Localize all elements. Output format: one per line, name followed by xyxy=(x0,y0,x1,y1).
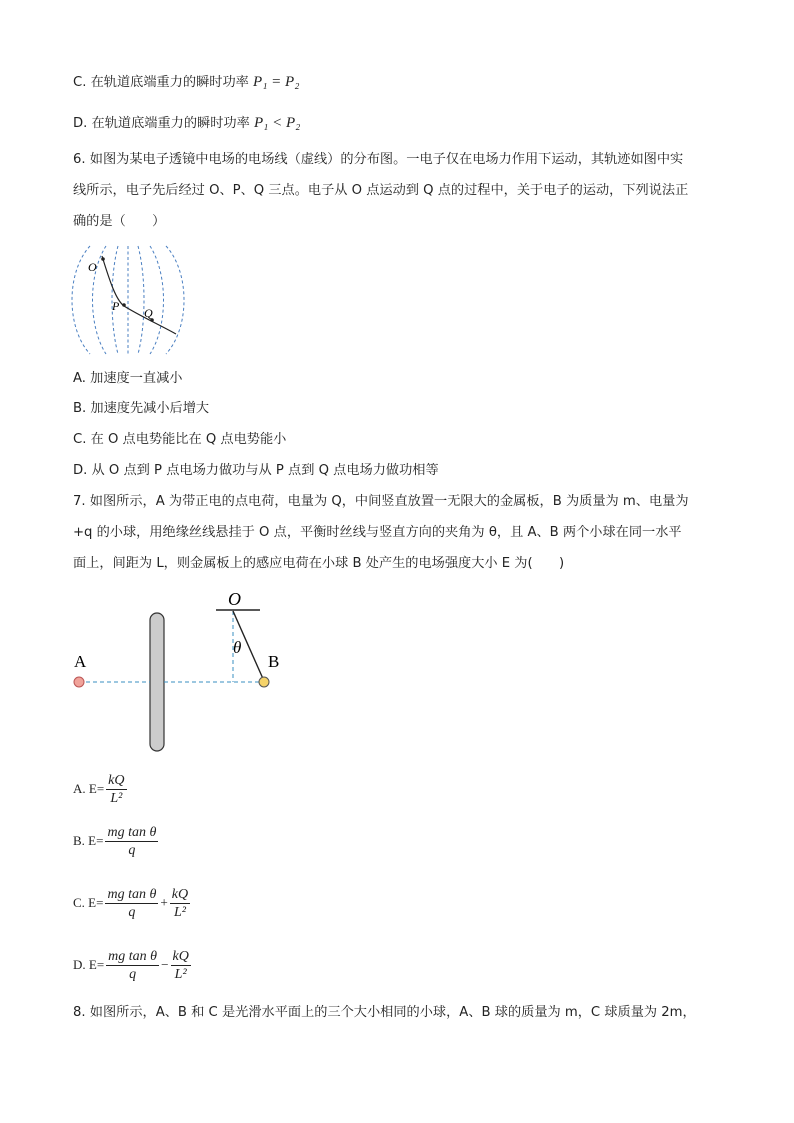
q8-stem-line1: 8. 如图所示，A、B 和 C 是光滑水平面上的三个大小相同的小球，A、B 球的质量为 m，C 球质量为 2m， xyxy=(73,1005,696,1020)
label-b: B xyxy=(268,652,280,671)
q6-option-d: D. 从 O 点到 P 点电场力做功与从 P 点到 Q 点电场力做功相等 xyxy=(73,463,439,478)
q5-option-d-formula: P₁ < P₂ xyxy=(254,115,301,131)
electron-lens-figure xyxy=(68,242,188,360)
fraction: $\frac{\text{mg tan θ}}{q}$ xyxy=(107,886,157,920)
q5-option-d-text: D. 在轨道底端重力的瞬时功率 xyxy=(73,116,250,131)
q5-option-c-formula: P₁ = P₂ xyxy=(253,74,300,90)
q5-option-c xyxy=(73,72,299,93)
fraction: $\frac{\text{mg tan θ}}{q}$ xyxy=(107,824,157,858)
q6-option-c: C. 在 O 点电势能比在 Q 点电势能小 xyxy=(73,432,287,447)
q6-stem-line2: 线所示，电子先后经过 O、P、Q 三点。电子从 O 点运动到 Q 点的过程中，关于电子的运动，下列说法正 xyxy=(73,183,689,198)
label-o: O xyxy=(88,260,97,274)
label-a: A xyxy=(74,652,87,671)
q7-option-a xyxy=(73,770,129,809)
q5-option-d xyxy=(73,113,300,134)
q6-stem-line3: 确的是（ ） xyxy=(73,214,166,229)
q7-option-c xyxy=(73,884,192,923)
point-o xyxy=(101,257,105,261)
q6-stem-line1: 6. 如图为某电子透镜中电场的电场线（虚线）的分布图。一电子仅在电场力作用下运动，其轨迹如图中实 xyxy=(73,152,684,167)
q7-option-c-label: C. E= xyxy=(73,895,104,910)
fraction: $\frac{kQ}{\text{L²}}$ xyxy=(171,886,189,920)
fraction: $\frac{\text{mg tan θ}}{q}$ xyxy=(108,948,158,982)
q6-option-b: B. 加速度先减小后增大 xyxy=(73,401,210,416)
label-p: P xyxy=(112,299,120,313)
q7-option-b xyxy=(73,822,160,861)
q7-option-d-label: D. E= xyxy=(73,957,105,972)
q7-stem-line3: 面上，间距为 L，则金属板上的感应电荷在小球 B 处产生的电场强度大小 E 为( ) xyxy=(73,556,565,571)
minus-sign: − xyxy=(161,957,169,972)
label-q: Q xyxy=(144,306,153,320)
q6-option-a: A. 加速度一直减小 xyxy=(73,371,183,386)
label-o: O xyxy=(228,589,241,609)
fraction: $\frac{kQ}{\text{L²}}$ xyxy=(172,948,189,982)
q7-option-d xyxy=(73,946,193,985)
electron-trajectory xyxy=(102,256,176,334)
q7-stem-line1: 7. 如图所示，A 为带正电的点电荷，电量为 Q，中间竖直放置一无限大的金属板，B 为质量为 m、电量为 xyxy=(73,494,689,509)
plus-sign: + xyxy=(160,895,168,910)
fraction: $\frac{kQ}{\text{L²}}$ xyxy=(108,772,125,806)
q7-stem-line2: +q 的小球，用绝缘丝线悬挂于 O 点，平衡时丝线与竖直方向的夹角为 θ，且 A、B 两个小球在同一水平 xyxy=(73,525,682,540)
ball-b xyxy=(259,677,269,687)
q7-option-b-label: B. E= xyxy=(73,833,104,848)
q5-option-c-text: C. 在轨道底端重力的瞬时功率 xyxy=(73,75,249,90)
metal-plate-figure xyxy=(68,585,298,757)
label-theta: θ xyxy=(233,638,242,657)
metal-plate xyxy=(150,613,164,751)
point-p xyxy=(122,303,126,307)
ball-a xyxy=(74,677,84,687)
q7-option-a-label: A. E= xyxy=(73,781,105,796)
